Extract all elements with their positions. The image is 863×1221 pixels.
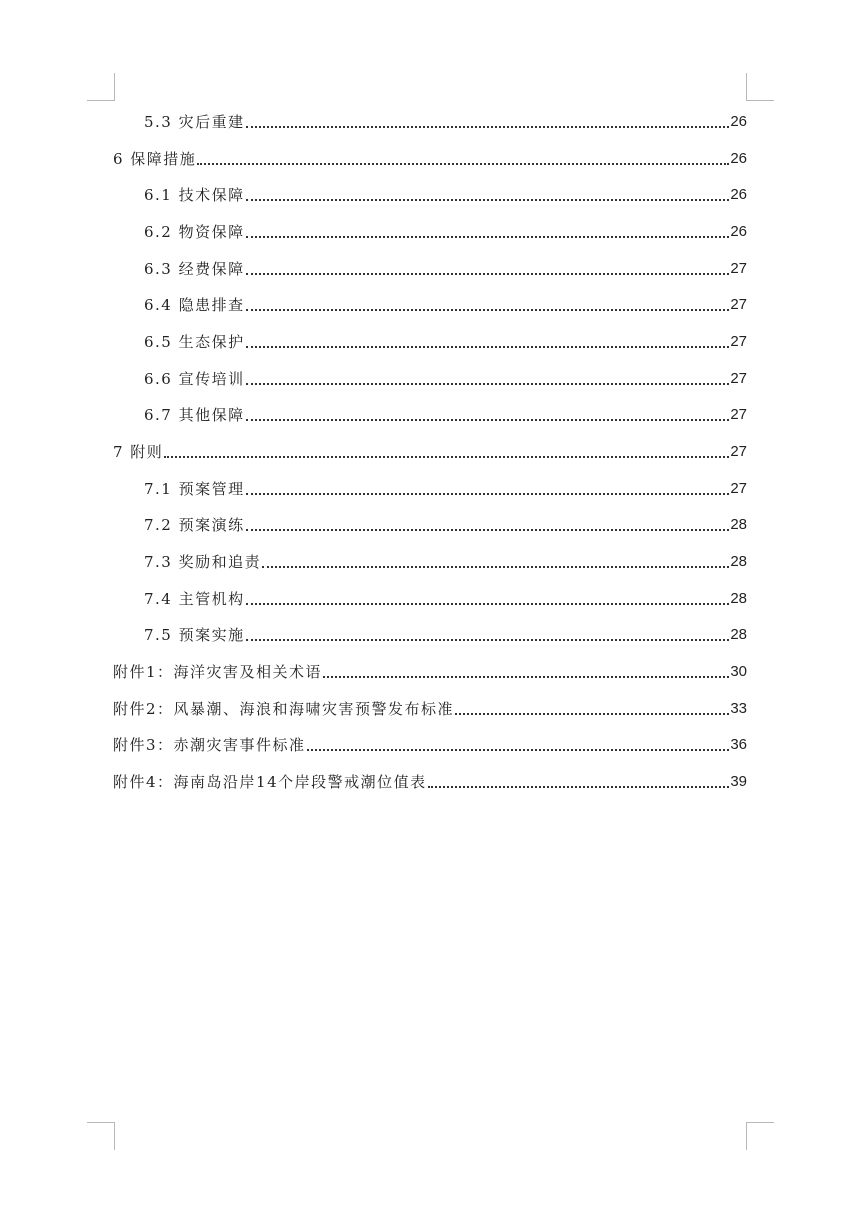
toc-page-number: 27 [730,480,747,497]
toc-dot-leader [246,493,730,495]
toc-entry[interactable] [144,475,747,499]
toc-entry[interactable] [144,511,747,535]
toc-dot-leader [246,273,730,275]
toc-entry-label: 6.2 物资保障 [144,223,245,241]
toc-page-number: 28 [730,516,747,533]
toc-entry-label: 5.3 灾后重建 [144,113,245,131]
toc-dot-leader [246,603,730,605]
toc-page-number: 27 [730,406,747,423]
toc-dot-leader [307,749,730,751]
toc-dot-leader [428,786,730,788]
toc-entry[interactable] [113,658,747,682]
toc-entry[interactable] [144,401,747,425]
toc-dot-leader [246,346,730,348]
toc-entry-label: 7.3 奖励和追责 [144,553,262,571]
toc-entry[interactable] [113,695,747,719]
toc-entry-label: 7.1 预案管理 [144,480,245,498]
toc-page-number: 26 [730,113,747,130]
toc-page-number: 26 [730,150,747,167]
toc-entry-label: 附件4：海南岛沿岸14个岸段警戒潮位值表 [113,773,427,791]
toc-entry-label: 附件2：风暴潮、海浪和海啸灾害预警发布标准 [113,700,455,718]
crop-mark-top-right [746,73,774,101]
toc-dot-leader [246,639,730,641]
toc-entry-label: 6.1 技术保障 [144,186,245,204]
toc-page-number: 27 [730,260,747,277]
toc-entry[interactable] [144,291,747,315]
toc-page-number: 33 [730,700,747,717]
toc-dot-leader [455,713,729,715]
toc-page-number: 28 [730,590,747,607]
toc-entry-label: 6 保障措施 [113,150,197,168]
toc-entry[interactable] [144,108,747,132]
toc-entry[interactable] [144,621,747,645]
toc-dot-leader [246,383,730,385]
toc-entry[interactable] [113,145,747,169]
toc-page-number: 27 [730,296,747,313]
crop-mark-bottom-left [87,1122,115,1150]
toc-entry[interactable] [113,438,747,462]
toc-entry[interactable] [144,255,747,279]
toc-dot-leader [262,566,729,568]
toc-entry-label: 6.7 其他保障 [144,406,245,424]
toc-page-number: 26 [730,223,747,240]
toc-page-number: 27 [730,443,747,460]
toc-dot-leader [246,309,730,311]
toc-page-number: 36 [730,736,747,753]
toc-entry-label: 7.5 预案实施 [144,626,245,644]
toc-dot-leader [246,199,730,201]
toc-page-number: 26 [730,186,747,203]
toc-dot-leader [323,676,729,678]
toc-entry-label: 6.3 经费保障 [144,260,245,278]
toc-entry[interactable] [144,218,747,242]
toc-entry[interactable] [144,365,747,389]
toc-entry[interactable] [144,548,747,572]
toc-dot-leader [246,419,730,421]
toc-entry[interactable] [113,731,747,755]
toc-entry-label: 7.2 预案演练 [144,516,245,534]
toc-page-number: 27 [730,333,747,350]
toc-dot-leader [164,456,729,458]
toc-entry-label: 6.6 宣传培训 [144,370,245,388]
toc-entry[interactable] [144,181,747,205]
toc-dot-leader [246,236,730,238]
toc-entry-label: 7.4 主管机构 [144,590,245,608]
toc-entry-label: 附件1：海洋灾害及相关术语 [113,663,323,681]
toc-page-number: 39 [730,773,747,790]
toc-entry[interactable] [144,328,747,352]
toc-entry-label: 附件3：赤潮灾害事件标准 [113,736,306,754]
crop-mark-bottom-right [746,1122,774,1150]
crop-mark-top-left [87,73,115,101]
toc-entry[interactable] [144,585,747,609]
toc-page-number: 27 [730,370,747,387]
toc-entry-label: 6.5 生态保护 [144,333,245,351]
toc-page-number: 30 [730,663,747,680]
toc-entry-label: 6.4 隐患排查 [144,296,245,314]
toc-dot-leader [246,529,730,531]
toc-dot-leader [246,126,730,128]
toc-entry[interactable] [113,768,747,792]
toc-page-number: 28 [730,553,747,570]
toc-entry-label: 7 附则 [113,443,164,461]
toc-dot-leader [197,163,729,165]
toc-page-number: 28 [730,626,747,643]
